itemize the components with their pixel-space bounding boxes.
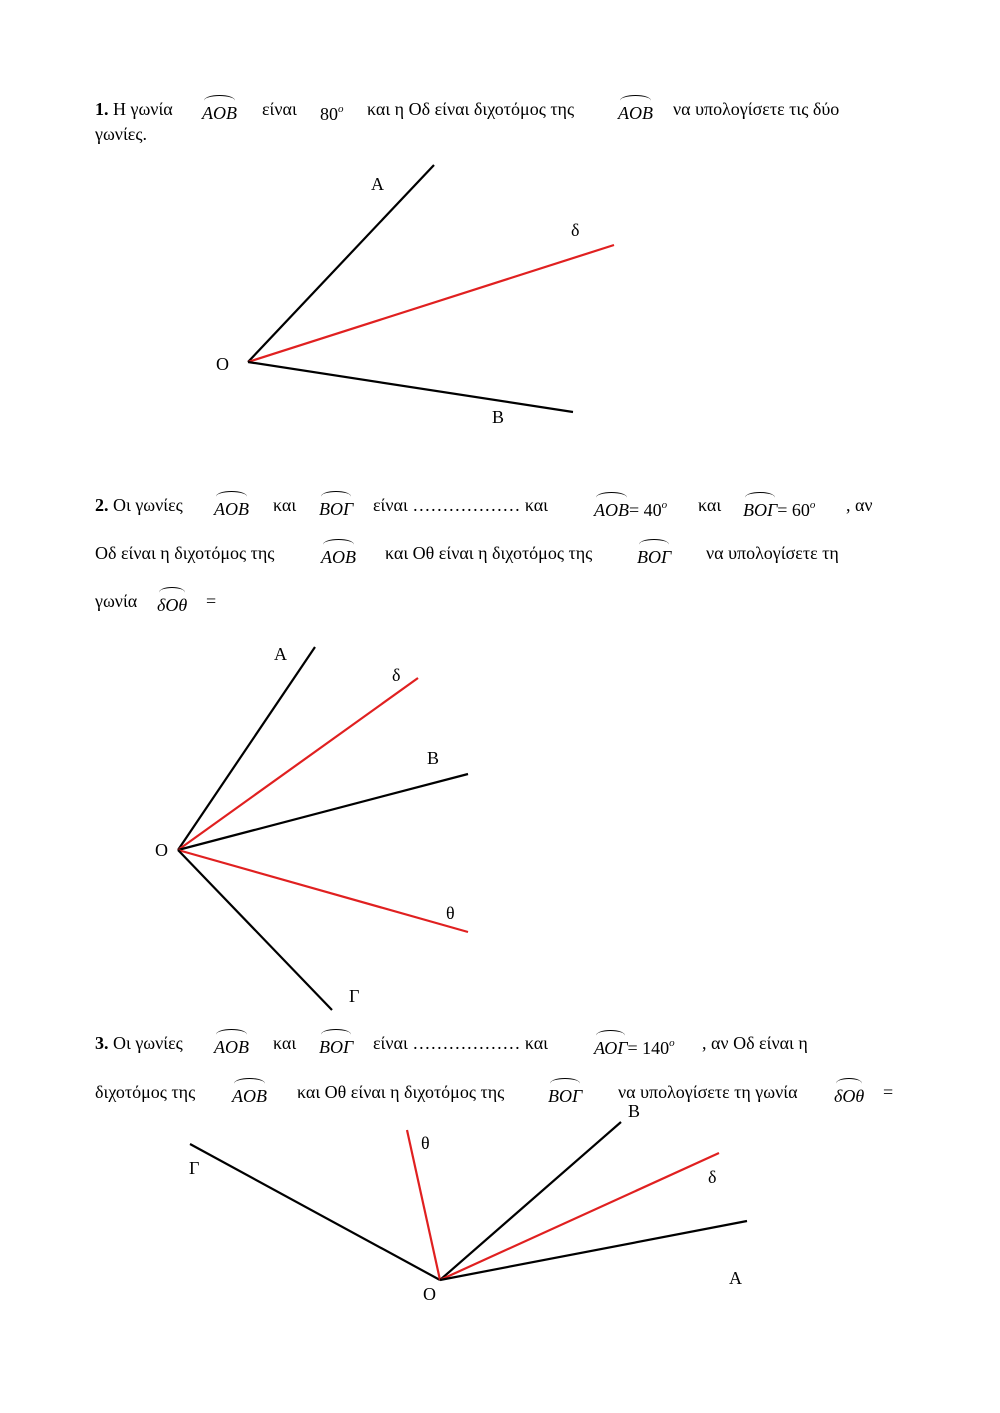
q3-angle-bog-2: ΒΟΓ [548, 1081, 582, 1107]
q1-angle-aob-2: AOB [618, 98, 653, 124]
q2-line3-a: γωνία [95, 591, 138, 611]
q3-label-a: Α [729, 1268, 742, 1288]
q3-ray-ob [440, 1122, 621, 1280]
q1-label-o: Ο [216, 354, 229, 374]
q3-text [95, 1032, 183, 1054]
q3-number: 3. [95, 1033, 109, 1053]
q1-angle-aob: AOB [202, 98, 237, 124]
q3-an: , αν Οδ είναι η [702, 1033, 808, 1053]
q3-equals: = [883, 1082, 894, 1102]
q2-text [95, 494, 183, 516]
q3-line2-a: διχοτόμος της [95, 1082, 196, 1102]
q3-label-b: Β [628, 1101, 641, 1121]
q2-label-b: Β [427, 748, 440, 768]
q2-eq-aob: $AOB= 40^o$ [594, 494, 667, 521]
q2-angle-aob-2: AOB [321, 542, 356, 568]
q2-label-o: Ο [155, 840, 168, 860]
q1-einai: είναι [262, 99, 297, 119]
q2-label-theta: θ [446, 903, 455, 923]
q2-label-a: Α [274, 644, 287, 664]
q2-angle-doth: δΟθ [157, 590, 187, 616]
q2-number: 2. [95, 495, 109, 515]
q1-middle: και η Οδ είναι διχοτόμος της [367, 99, 575, 119]
q3-angle-aob: AOB [214, 1032, 249, 1058]
q1-label-b: Β [492, 407, 505, 427]
q2-ray-og [178, 850, 332, 1010]
q1-value: 80$^o$ [320, 103, 344, 124]
q3-eq-aog: $AO\Gamma= 140^o$ [594, 1032, 675, 1059]
q2-eq-bog: $BO\Gamma= 60^o$ [743, 494, 815, 521]
q3-label-theta: θ [421, 1133, 430, 1153]
q2-einai-blank: είναι ……………… και [373, 495, 548, 515]
q1-end: να υπολογίσετε τις δύο [673, 99, 840, 119]
q1-intro: Η γωνία [113, 99, 173, 119]
q2-label-delta: δ [392, 665, 401, 685]
q3-kai: και [273, 1033, 297, 1053]
q2-angle-aob: AOB [214, 494, 249, 520]
q3-intro: Οι γωνίες [113, 1033, 183, 1053]
q1-number: 1. [95, 99, 109, 119]
q2-label-g: Γ [349, 986, 360, 1006]
q2-angle-bog-2: ΒΟΓ [637, 542, 671, 568]
q2-equals: = [206, 591, 217, 611]
q3-einai-blank: είναι ……………… και [373, 1033, 548, 1053]
q2-line2-a: Οδ είναι η διχοτόμος της [95, 543, 275, 563]
q2-angle-bog: ΒΟΓ [319, 494, 353, 520]
q2-kai-2: και [698, 495, 722, 515]
q2-line2-b: και Οθ είναι η διχοτόμος της [385, 543, 593, 563]
q3-label-g: Γ [189, 1158, 200, 1178]
q3-label-o: Ο [423, 1284, 436, 1304]
q3-angle-bog: ΒΟΓ [319, 1032, 353, 1058]
q1-label-a: Α [371, 174, 384, 194]
q3-line2-b: και Οθ είναι η διχοτόμος της [297, 1082, 505, 1102]
q3-label-delta: δ [708, 1167, 717, 1187]
q3-angle-doth: δΟθ [834, 1081, 864, 1107]
q1-label-delta: δ [571, 220, 580, 240]
q3-angle-aob-2: AOB [232, 1081, 267, 1107]
q3-ray-od [440, 1153, 719, 1280]
q3-ray-oa [440, 1221, 747, 1280]
q2-kai: και [273, 495, 297, 515]
q3-ray-og [190, 1144, 440, 1280]
q3-line2-c: να υπολογίσετε τη γωνία [618, 1082, 798, 1102]
q2-ray-oth [178, 850, 468, 932]
q1-ray-ob [248, 362, 573, 412]
q2-line2-c: να υπολογίσετε τη [706, 543, 839, 563]
q1-line2: γωνίες. [95, 124, 147, 144]
q2-ray-od [178, 678, 418, 850]
q2-an: , αν [846, 495, 873, 515]
q2-intro: Οι γωνίες [113, 495, 183, 515]
